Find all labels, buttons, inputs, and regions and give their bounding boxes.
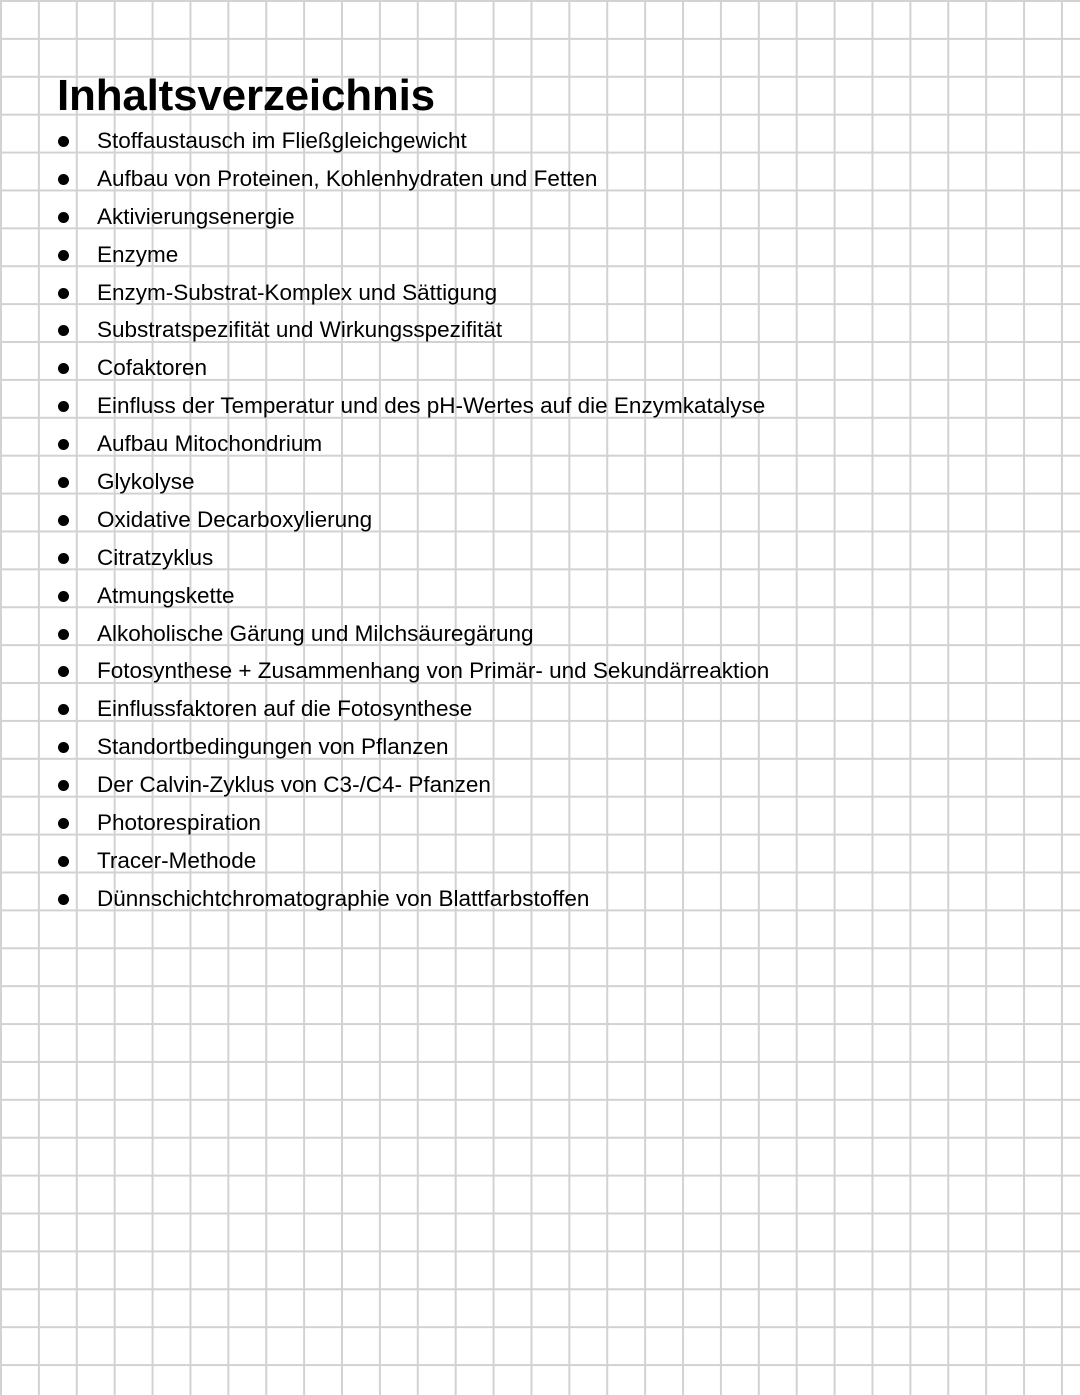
bullet-icon xyxy=(58,477,69,488)
list-item-label: Einflussfaktoren auf die Fotosynthese xyxy=(97,696,473,722)
bullet-icon xyxy=(58,591,69,602)
list-item-label: Enzyme xyxy=(97,241,179,267)
bullet-icon xyxy=(58,780,69,791)
bullet-icon xyxy=(58,363,69,374)
list-item-label: Substratspezifität und Wirkungsspezifität xyxy=(97,317,503,343)
list-item-label: Einfluss der Temperatur und des pH-Wertes auf die Enzymkatalyse xyxy=(97,393,766,419)
list-item-label: Der Calvin-Zyklus von C3-/C4- Pfanzen xyxy=(97,772,491,798)
list-item-label: Aufbau von Proteinen, Kohlenhydraten und Fetten xyxy=(97,165,598,191)
bullet-icon xyxy=(58,174,69,185)
bullet-icon xyxy=(58,742,69,753)
list-item xyxy=(0,881,1000,919)
bullet-icon xyxy=(58,136,69,147)
list-item xyxy=(0,502,1000,540)
bullet-icon xyxy=(58,250,69,261)
list-item xyxy=(0,350,1000,388)
list-item xyxy=(0,616,1000,654)
list-item-label: Dünnschichtchromatographie von Blattfarbstoffen xyxy=(97,885,590,911)
list-item-label: Glykolyse xyxy=(97,469,195,495)
list-item xyxy=(0,767,1000,805)
list-item xyxy=(0,161,1000,199)
bullet-icon xyxy=(58,212,69,223)
bullet-icon xyxy=(58,439,69,450)
list-item-label: Fotosynthese + Zusammenhang von Primär- und Sekundärreaktion xyxy=(97,658,770,684)
list-item xyxy=(0,540,1000,578)
list-item-label: Photorespiration xyxy=(97,810,261,836)
list-item xyxy=(0,805,1000,843)
bullet-icon xyxy=(58,401,69,412)
list-item xyxy=(0,426,1000,464)
list-item xyxy=(0,843,1000,881)
list-item xyxy=(0,275,1000,313)
list-item-label: Oxidative Decarboxylierung xyxy=(97,506,373,532)
list-item-label: Citratzyklus xyxy=(97,544,214,570)
bullet-icon xyxy=(58,856,69,867)
list-item xyxy=(0,312,1000,350)
list-item-label: Cofaktoren xyxy=(97,355,208,381)
list-item xyxy=(0,388,1000,426)
list-item-label: Aktivierungsenergie xyxy=(97,203,295,229)
list-item-label: Enzym-Substrat-Komplex und Sättigung xyxy=(97,279,498,305)
list-item xyxy=(0,653,1000,691)
list-item xyxy=(0,691,1000,729)
bullet-icon xyxy=(58,325,69,336)
list-item xyxy=(0,729,1000,767)
bullet-icon xyxy=(58,666,69,677)
bullet-icon xyxy=(58,818,69,829)
bullet-icon xyxy=(58,553,69,564)
table-of-contents-list xyxy=(0,123,1000,919)
list-item xyxy=(0,199,1000,237)
list-item xyxy=(0,123,1000,161)
list-item-label: Aufbau Mitochondrium xyxy=(97,431,323,457)
bullet-icon xyxy=(58,894,69,905)
list-item xyxy=(0,464,1000,502)
list-item-label: Alkoholische Gärung und Milchsäuregärung xyxy=(97,620,534,646)
bullet-icon xyxy=(58,629,69,640)
list-item-label: Stoffaustausch im Fließgleichgewicht xyxy=(97,128,467,153)
list-item-label: Atmungskette xyxy=(97,582,235,608)
page-title: Inhaltsverzeichnis xyxy=(57,71,435,120)
list-item xyxy=(0,578,1000,616)
bullet-icon xyxy=(58,515,69,526)
list-item-label: Standortbedingungen von Pflanzen xyxy=(97,734,449,760)
bullet-icon xyxy=(58,288,69,299)
list-item-label: Tracer-Methode xyxy=(97,847,257,873)
bullet-icon xyxy=(58,704,69,715)
list-item xyxy=(0,237,1000,275)
